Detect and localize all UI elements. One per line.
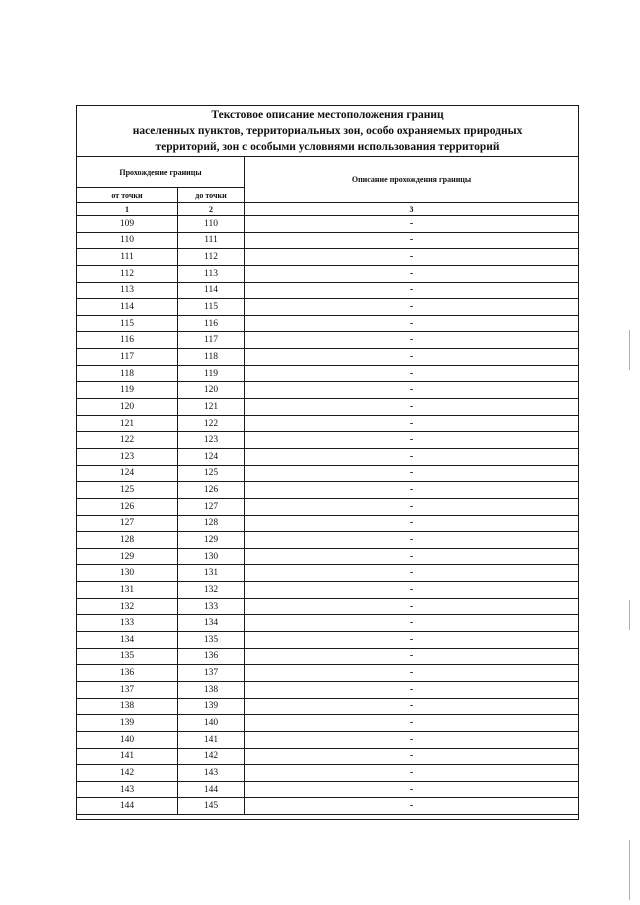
to-point-cell: 129 — [178, 532, 245, 549]
description-cell: - — [245, 465, 579, 482]
header-to-point: до точки — [178, 188, 245, 203]
to-point-cell: 111 — [178, 232, 245, 249]
description-cell: - — [245, 548, 579, 565]
table-row — [77, 748, 579, 765]
description-cell: - — [245, 332, 579, 349]
to-point-cell: 127 — [178, 498, 245, 515]
title-line-3: территорий, зон с особыми условиями использования территорий — [155, 141, 500, 153]
to-point-cell: 133 — [178, 598, 245, 615]
table-row — [77, 498, 579, 515]
from-point-cell: 144 — [77, 798, 178, 815]
table-row — [77, 582, 579, 599]
to-point-cell: 145 — [178, 798, 245, 815]
to-point-cell: 141 — [178, 731, 245, 748]
boundary-description-table — [76, 105, 579, 820]
table-row — [77, 681, 579, 698]
table-row — [77, 415, 579, 432]
description-cell: - — [245, 731, 579, 748]
description-cell: - — [245, 615, 579, 632]
description-cell: - — [245, 681, 579, 698]
from-point-cell: 128 — [77, 532, 178, 549]
from-point-cell: 110 — [77, 232, 178, 249]
scan-edge-mark — [629, 330, 630, 370]
to-point-cell: 110 — [178, 216, 245, 233]
from-point-cell: 120 — [77, 399, 178, 416]
to-point-cell: 135 — [178, 632, 245, 649]
table-row — [77, 399, 579, 416]
from-point-cell: 126 — [77, 498, 178, 515]
table-row — [77, 698, 579, 715]
from-point-cell: 137 — [77, 681, 178, 698]
description-cell: - — [245, 565, 579, 582]
description-cell: - — [245, 399, 579, 416]
from-point-cell: 124 — [77, 465, 178, 482]
description-cell: - — [245, 282, 579, 299]
scan-edge-mark — [629, 600, 630, 630]
from-point-cell: 141 — [77, 748, 178, 765]
table-bottom-cell — [77, 815, 579, 820]
column-number-3: 3 — [245, 203, 579, 216]
table-row — [77, 615, 579, 632]
description-cell: - — [245, 249, 579, 266]
description-cell: - — [245, 216, 579, 233]
table-row — [77, 665, 579, 682]
description-cell: - — [245, 532, 579, 549]
from-point-cell: 127 — [77, 515, 178, 532]
from-point-cell: 122 — [77, 432, 178, 449]
description-cell: - — [245, 315, 579, 332]
from-point-cell: 129 — [77, 548, 178, 565]
to-point-cell: 118 — [178, 349, 245, 366]
from-point-cell: 143 — [77, 781, 178, 798]
table-row — [77, 249, 579, 266]
from-point-cell: 133 — [77, 615, 178, 632]
table-row — [77, 332, 579, 349]
description-cell: - — [245, 765, 579, 782]
table-row — [77, 515, 579, 532]
column-number-1: 1 — [77, 203, 178, 216]
title-line-1: Текстовое описание местоположения границ — [211, 109, 444, 121]
table-row — [77, 532, 579, 549]
to-point-cell: 121 — [178, 399, 245, 416]
table-row — [77, 731, 579, 748]
to-point-cell: 123 — [178, 432, 245, 449]
from-point-cell: 136 — [77, 665, 178, 682]
table-row — [77, 482, 579, 499]
column-number-2: 2 — [178, 203, 245, 216]
table-row — [77, 781, 579, 798]
from-point-cell: 112 — [77, 265, 178, 282]
description-cell: - — [245, 498, 579, 515]
table-row — [77, 565, 579, 582]
header-row-numbers — [77, 203, 579, 216]
description-cell: - — [245, 798, 579, 815]
header-boundary-passage: Прохождение границы — [77, 157, 245, 188]
to-point-cell: 131 — [178, 565, 245, 582]
from-point-cell: 118 — [77, 365, 178, 382]
from-point-cell: 131 — [77, 582, 178, 599]
table-row — [77, 465, 579, 482]
description-cell: - — [245, 382, 579, 399]
from-point-cell: 111 — [77, 249, 178, 266]
description-cell: - — [245, 648, 579, 665]
from-point-cell: 132 — [77, 598, 178, 615]
to-point-cell: 143 — [178, 765, 245, 782]
from-point-cell: 142 — [77, 765, 178, 782]
table-row — [77, 648, 579, 665]
description-cell: - — [245, 299, 579, 316]
description-cell: - — [245, 665, 579, 682]
table-row — [77, 798, 579, 815]
table-row — [77, 448, 579, 465]
from-point-cell: 113 — [77, 282, 178, 299]
to-point-cell: 122 — [178, 415, 245, 432]
table-row — [77, 265, 579, 282]
table-row — [77, 282, 579, 299]
to-point-cell: 140 — [178, 715, 245, 732]
description-cell: - — [245, 582, 579, 599]
table-row — [77, 315, 579, 332]
description-cell: - — [245, 265, 579, 282]
description-cell: - — [245, 349, 579, 366]
to-point-cell: 132 — [178, 582, 245, 599]
description-cell: - — [245, 232, 579, 249]
to-point-cell: 124 — [178, 448, 245, 465]
description-cell: - — [245, 515, 579, 532]
from-point-cell: 134 — [77, 632, 178, 649]
table-title-row — [77, 106, 579, 157]
to-point-cell: 144 — [178, 781, 245, 798]
from-point-cell: 123 — [77, 448, 178, 465]
table-row — [77, 232, 579, 249]
to-point-cell: 119 — [178, 365, 245, 382]
to-point-cell: 117 — [178, 332, 245, 349]
table-row — [77, 365, 579, 382]
to-point-cell: 115 — [178, 299, 245, 316]
description-cell: - — [245, 748, 579, 765]
header-row-main — [77, 157, 579, 188]
from-point-cell: 116 — [77, 332, 178, 349]
description-cell: - — [245, 415, 579, 432]
from-point-cell: 119 — [77, 382, 178, 399]
table-row — [77, 632, 579, 649]
from-point-cell: 125 — [77, 482, 178, 499]
table-row — [77, 715, 579, 732]
to-point-cell: 139 — [178, 698, 245, 715]
to-point-cell: 125 — [178, 465, 245, 482]
to-point-cell: 116 — [178, 315, 245, 332]
from-point-cell: 138 — [77, 698, 178, 715]
description-cell: - — [245, 715, 579, 732]
from-point-cell: 130 — [77, 565, 178, 582]
description-cell: - — [245, 432, 579, 449]
from-point-cell: 115 — [77, 315, 178, 332]
from-point-cell: 117 — [77, 349, 178, 366]
to-point-cell: 137 — [178, 665, 245, 682]
to-point-cell: 138 — [178, 681, 245, 698]
to-point-cell: 136 — [178, 648, 245, 665]
title-line-2: населенных пунктов, территориальных зон, особо охраняемых природных — [132, 125, 523, 137]
table-row — [77, 765, 579, 782]
table-row — [77, 598, 579, 615]
table-row — [77, 216, 579, 233]
to-point-cell: 114 — [178, 282, 245, 299]
header-from-point: от точки — [77, 188, 178, 203]
table-title — [77, 106, 579, 157]
table-bottom-rule — [77, 815, 579, 820]
to-point-cell: 113 — [178, 265, 245, 282]
to-point-cell: 142 — [178, 748, 245, 765]
description-cell: - — [245, 448, 579, 465]
to-point-cell: 120 — [178, 382, 245, 399]
from-point-cell: 114 — [77, 299, 178, 316]
from-point-cell: 121 — [77, 415, 178, 432]
description-cell: - — [245, 698, 579, 715]
table-row — [77, 548, 579, 565]
description-cell: - — [245, 632, 579, 649]
description-cell: - — [245, 482, 579, 499]
from-point-cell: 139 — [77, 715, 178, 732]
table-row — [77, 299, 579, 316]
table-row — [77, 349, 579, 366]
to-point-cell: 126 — [178, 482, 245, 499]
description-cell: - — [245, 598, 579, 615]
description-cell: - — [245, 365, 579, 382]
table-row — [77, 432, 579, 449]
to-point-cell: 134 — [178, 615, 245, 632]
to-point-cell: 128 — [178, 515, 245, 532]
header-description: Описание прохождения границы — [245, 157, 579, 203]
scan-edge-mark — [629, 840, 630, 900]
from-point-cell: 140 — [77, 731, 178, 748]
to-point-cell: 112 — [178, 249, 245, 266]
from-point-cell: 109 — [77, 216, 178, 233]
description-cell: - — [245, 781, 579, 798]
to-point-cell: 130 — [178, 548, 245, 565]
from-point-cell: 135 — [77, 648, 178, 665]
table-row — [77, 382, 579, 399]
